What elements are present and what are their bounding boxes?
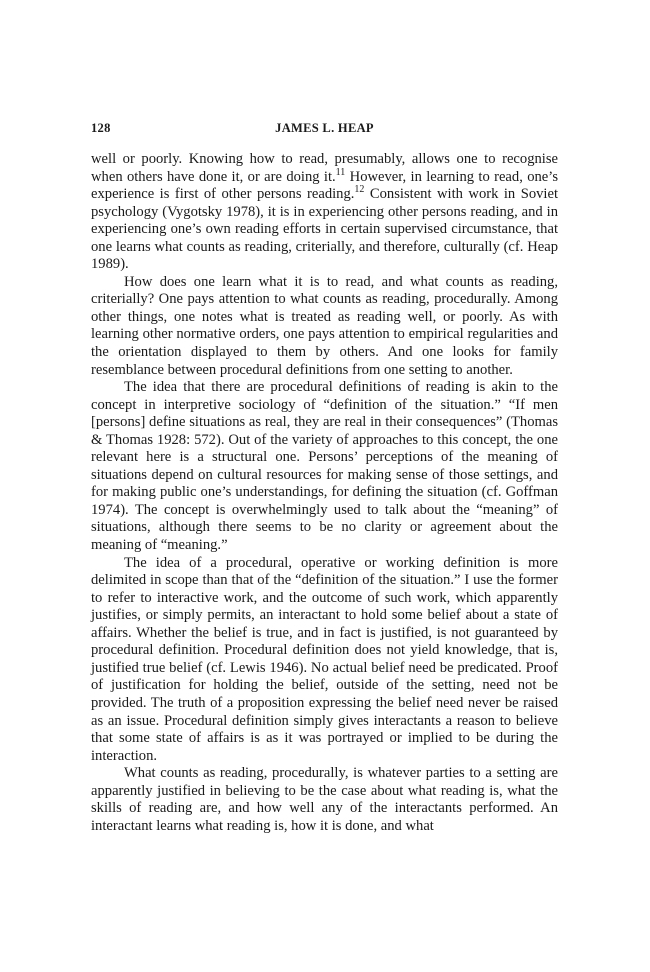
paragraph-4: The idea of a procedural, operative or working definition is more delimited in scope than that of the “definition of the situation.” I use the former to refer to interactive work, and the outcome of such work, which apparently justifies, or simply permits, an interactant to hold some belief about a state of affairs. Whether the belief is true, and in fact is justified, is not guaranteed by procedural definition. Procedural definition does not yield knowledge, that is, justified true belief (cf. Lewis 1946). No actual belief need be predicated. Proof of justification for holding the belief, outside of the setting, need not be provided. The truth of a proposition expressing the belief need never be raised as an issue. Procedural definition simply gives interactants a reason to believe that some state of affairs is as it was portrayed or implied to be during the interaction.: [91, 554, 558, 764]
paragraph-2: How does one learn what it is to read, and what counts as reading, criterially? One pays attention to what counts as reading, procedurally. Among other things, one notes what is treated as reading well, or poorly. As with learning other normative orders, one pays attention to empirical regularities and the orientation displayed to them by others. And one looks for family resemblance between procedural definitions from one setting to another.: [91, 273, 558, 378]
body-text: [91, 151, 558, 835]
page-number: 128: [91, 121, 111, 135]
paragraph-3: The idea that there are procedural definitions of reading is akin to the concept in interpretive sociology of “definition of the situation.” “If men [persons] define situations as real, they are real in their consequences” (Thomas & Thomas 1928: 572). Out of the variety of approaches to this concept, the one relevant here is a structural one. Persons’ perceptions of the meaning of situations depend on cultural resources for making sense of those settings, and for making public one’s understandings, for defining the situation (cf. Goffman 1974). The concept is overwhelmingly used to talk about the “meaning” of situations, although there seems to be no clarity or agreement about the meaning of “meaning.”: [91, 379, 558, 554]
paragraph-1-part-b: However, in learning to read, one’s experience is first of other persons reading.: [91, 168, 559, 203]
footnote-ref-12: 12: [354, 184, 365, 196]
running-head: [91, 121, 558, 139]
paragraph-5: What counts as reading, procedurally, is whatever parties to a setting are apparently justified in believing to be the case about what reading is, what the skills of reading are, and how well any of the interactants performed. An interactant learns what reading is, how it is done, and what: [91, 765, 558, 834]
paragraph-1-part-a: well or poorly. Knowing how to read, presumably, allows one to recognise when others have done it, or are doing it.: [91, 151, 558, 185]
paragraph-1: [91, 151, 558, 274]
footnote-ref-11: 11: [335, 166, 346, 178]
running-head-author: JAMES L. HEAP: [275, 121, 374, 135]
paragraph-1-part-c: Consistent with work in Soviet psychology (Vygotsky 1978), it is in experiencing other persons reading, and in experiencing one’s own reading efforts in certain supervised circumstance, that one learns what counts as reading, criterially, and therefore, culturally (cf. Heap 1989).: [91, 186, 559, 273]
